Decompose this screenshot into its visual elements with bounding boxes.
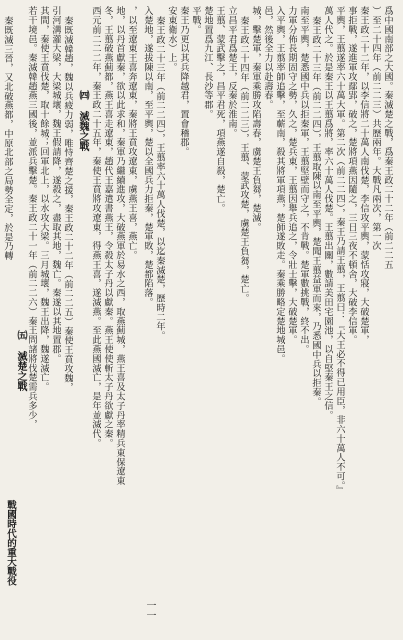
text-column: 秦王乃更以其兵降越君，置會稽郡。 [178,6,189,157]
text-column: 入楚地，遂拔陳以南，至平輿，楚以全國兵力拒秦，楚軍敗，楚都陷落。 [142,6,153,307]
text-column: 秦王政二十二年，以李信將二十萬人南伐楚，李信攻平輿，蒙恬攻寢，大破楚軍， [358,6,369,345]
text-column: 力軍分佈長期固守之勢，久之，楚兵東，王翦因舉兵追之，令壯士擊，大破楚軍。 [286,6,297,345]
text-column: 冬，王翦破燕薊都，燕王喜走遼東，趙代王嘉遣書燕王，令殺太子丹以獻秦。燕王使使斬太子丹欲獻之秦。 [102,6,113,448]
text-column: 秦王政二十三年（前二二四），王翦率六十萬人伐楚，以迄秦滅楚，歷時二年。 [154,16,165,341]
text-column: 若干境邑。秦滅韓趙燕三國後，並派兵擊楚。秦王政二十一年（前二二六）秦王問諸將伐楚需兵多少， [26,6,37,429]
text-column: 秦王政二十四年（前二二三），王翦、蒙武攻楚，虜楚王負芻，楚亡。 [238,16,249,303]
text-column: 立昌平君爲楚王，反秦於淮南。 [226,6,237,138]
text-column: 城，擊楚軍，秦軍乘勝攻陷壽春，虜楚王負芻，楚滅。 [250,6,261,232]
text-column: 西元前二二二年，秦王政二十五年，秦使王賁將攻遼東，得燕王喜，遂滅燕。至此燕國滅亡，是年並滅代。 [90,6,101,448]
text-column: 引河溝灌大梁，大梁城壞，魏王假請降，遂殺之，盡取其地，魏亡。秦遂以其地置郡。 [50,6,61,364]
text-column: 秦王政二十三年（前二二四），王翦取陳以南至平輿，楚聞王翦益軍而來，乃悉國中兵以拒秦。 [310,16,321,407]
text-column: 安東衛水）上。 [166,6,177,72]
text-column: 平戰。 [190,6,201,35]
section-heading: ㈣ 滅魏之戰 [77,90,88,151]
page-number: 一一 [144,600,155,620]
text-column: 平輿，王翦遂率六十萬大軍。第二次（前二二四），秦王乃請王翦，王翦曰：『大王必不得已用臣，非六十萬人不可。』 [334,6,345,495]
text-column: 其間，秦使王賁伐楚，取十餘城；回軍北上，以水攻大梁。三月城壞，魏王出降，魏遂滅亡。 [38,6,49,392]
section-heading: ㈤ 滅楚之戰 [15,330,26,391]
text-column: 爲中國南部之大國。秦滅楚之戰，爲秦王政二十二年（前二二五 [382,6,393,270]
text-column: ，以至遼東王喜奔遼東，秦將王賁攻遼東，虜燕王喜，燕亡。 [126,6,137,260]
text-column: 秦既滅韓趙，魏以兵疲力弱，唯恃齊楚之援，秦王政二十二年（前二二五）秦使王賁攻魏， [62,16,73,392]
running-title: 戰國時代的重大戰役 [5,500,16,586]
text-column: 入平輿，王翦率師追擊，至蘄南，殺其將軍項燕，楚師遂敗走。秦乘勝略定楚地城邑。 [274,6,285,364]
text-column: 南至平輿，楚悉國中兵以拒秦軍，王翦堅壁而守之，不肯戰。楚軍數挑戰，終不出。 [298,6,309,354]
text-column: 秦既滅三晉，又北破燕都，中原北部之局勢全定，於是乃轉 [2,16,13,261]
text-column: 地，以丹首獻秦，欲以此求和，秦軍乃繼續進攻，大破燕軍於易水之西，取燕薊城，燕王喜及太子丹率精兵東保遼東 [114,6,125,486]
text-column: 事拒戰，遂進軍攻鄢郢，破之，楚將項燕因隨之，三日三夜不頓舍，大破李信軍。 [346,6,357,345]
text-column: 楚地置爲九江、長沙等郡。 [202,6,213,119]
text-column: 萬人代之。於是秦王以王翦爲將，率六十萬人伐楚。王翦出關，數請美田宅園池，以自堅秦王之信。 [322,6,333,420]
text-column: ）至二十四年（前二二三）共歷兩年。大戰凡兩次，第一次 [370,6,381,251]
text-column: 王翦、蒙武擊之，昌平君死，項燕遂自殺，楚亡。 [214,6,225,213]
text-column: 邑，然後全力以赴壽春。 [262,6,273,110]
